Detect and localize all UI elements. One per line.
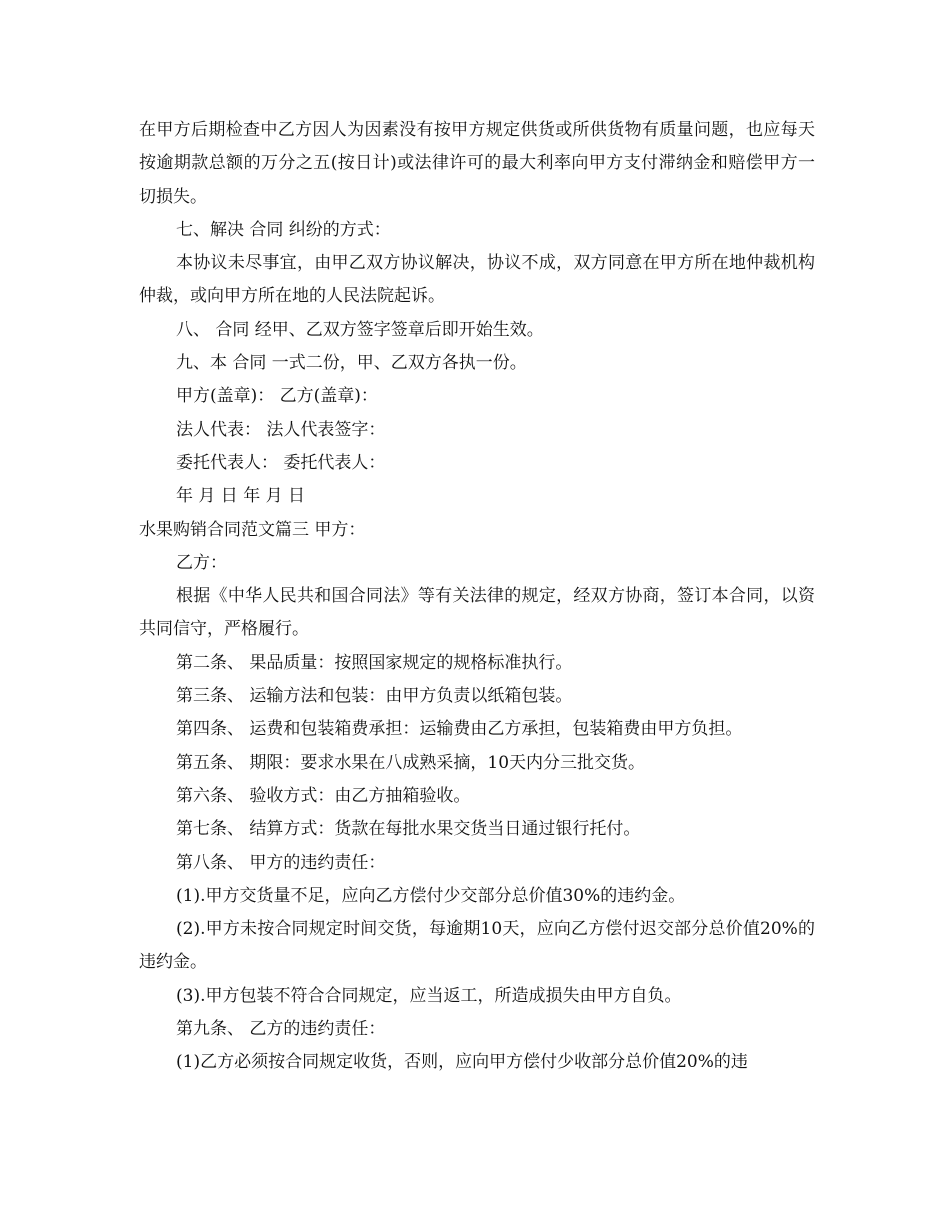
article-9: 第九条、 乙方的违约责任： [176, 1019, 386, 1040]
article-5: 第五条、 期限：要求水果在八成熟采摘，10天内分三批交货。 [176, 752, 646, 773]
signature-legal-rep-line: 法人代表： 法人代表签字： [176, 419, 386, 440]
article-8: 第八条、 甲方的违约责任： [176, 852, 386, 873]
article-2: 第二条、 果品质量：按照国家规定的规格标准执行。 [176, 652, 573, 673]
article-6: 第六条、 验收方式：由乙方抽箱验收。 [176, 785, 471, 806]
party-b-line: 乙方： [176, 552, 227, 573]
paragraph-dispute-clause: 本协议未尽事宜，由甲乙双方协议解决，协议不成，双方同意在甲方所在地仲裁机构仲裁，或向甲方所在地的人民法院起诉。 [139, 253, 815, 307]
signature-date-line: 年 月 日 年 月 日 [176, 486, 306, 507]
paragraph-dispute-heading: 七、解决 合同 纠纷的方式： [176, 219, 391, 240]
article-9-item-1: (1)乙方必须按合同规定收货，否则，应向甲方偿付少收部分总价值20%的违 [176, 1052, 748, 1073]
signature-seal-line: 甲方(盖章)： 乙方(盖章)： [176, 386, 378, 407]
article-8-item-1: (1).甲方交货量不足，应向乙方偿付少交部分总价值30%的违约金。 [176, 885, 686, 906]
document-body [139, 114, 815, 1080]
section-title-contract-three: 水果购销合同范文篇三 甲方： [139, 519, 366, 540]
article-4: 第四条、 运费和包装箱费承担：运输费由乙方承担，包装箱费由甲方负担。 [176, 719, 743, 740]
signature-agent-line: 委托代表人： 委托代表人： [176, 452, 386, 473]
paragraph-copies-clause: 九、本 合同 一式二份，甲、乙双方各执一份。 [176, 353, 527, 374]
article-7: 第七条、 结算方式：货款在每批水果交货当日通过银行托付。 [176, 819, 641, 840]
paragraph-penalty-clause: 在甲方后期检查中乙方因人为因素没有按甲方规定供货或所供货物有质量问题，也应每天按逾期款总额的万分之五(按日计)或法律许可的最大利率向甲方支付滞纳金和赔偿甲方一切损失。 [139, 120, 815, 207]
article-3: 第三条、 运输方法和包装：由甲方负责以纸箱包装。 [176, 686, 573, 707]
article-8-item-3: (3).甲方包装不符合合同规定，应当返工，所造成损失由甲方自负。 [176, 985, 682, 1006]
paragraph-effective-clause: 八、 合同 经甲、乙双方签字签章后即开始生效。 [176, 319, 544, 340]
article-8-item-2: (2).甲方未按合同规定时间交货，每逾期10天，应向乙方偿付迟交部分总价值20%的违约金。 [139, 919, 815, 973]
paragraph-legal-basis: 根据《中华人民共和国合同法》等有关法律的规定，经双方协商，签订本合同，以资共同信守，严格履行。 [139, 586, 815, 640]
